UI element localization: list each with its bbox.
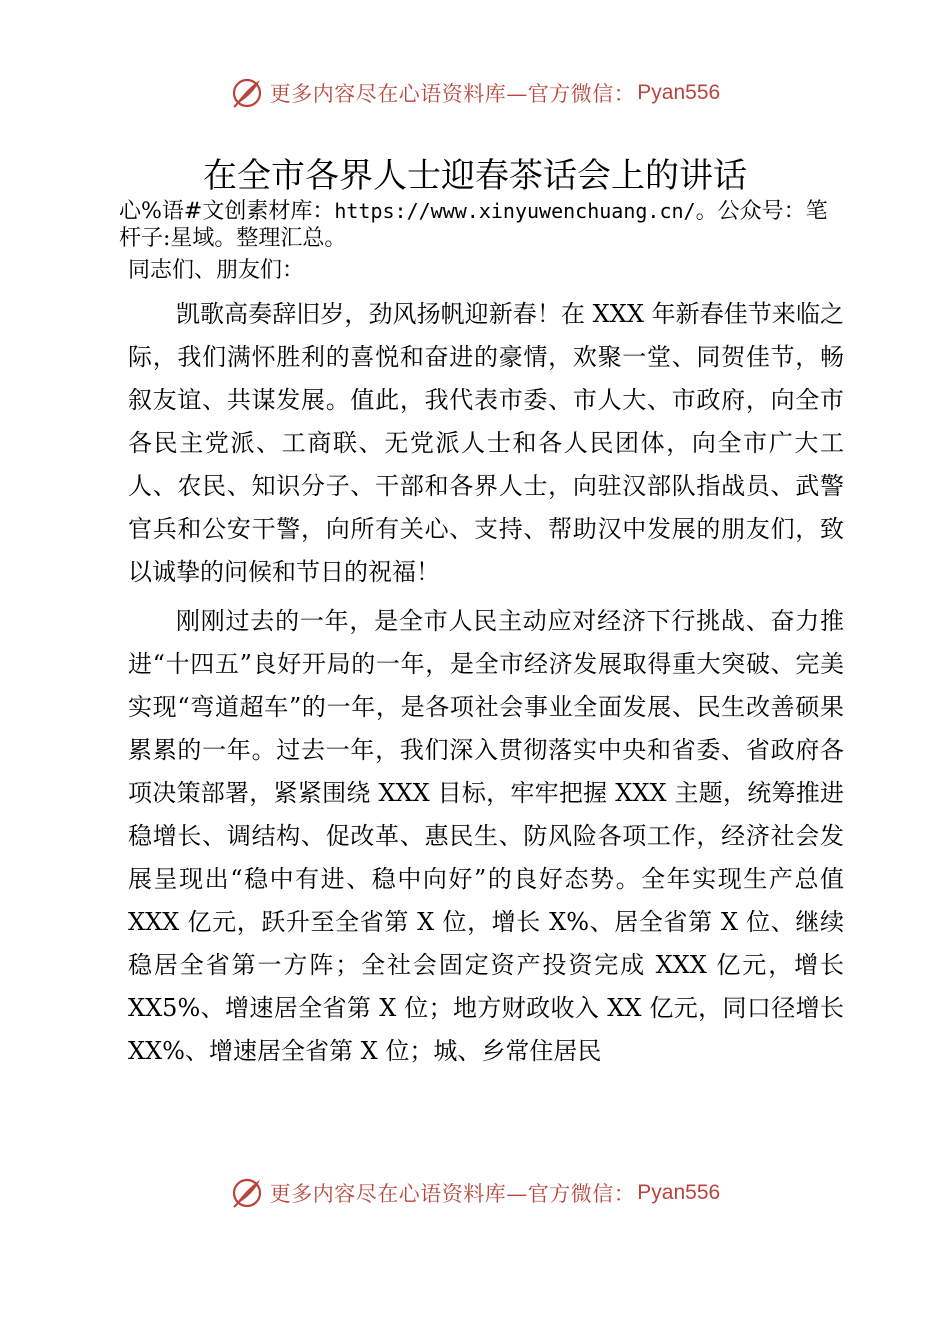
banner-wechat-id: Pyan556 xyxy=(637,81,721,104)
body-text xyxy=(128,293,844,1079)
source-prefix: 心%语#文创素材库： xyxy=(119,199,335,224)
quill-logo-icon xyxy=(230,1176,264,1210)
header-banner xyxy=(0,71,950,115)
banner-text: 更多内容尽在心语资料库—官方微信： xyxy=(269,82,636,106)
footer-banner xyxy=(0,1171,950,1215)
document-title: 在全市各界人士迎春茶话会上的讲话 xyxy=(203,156,747,196)
greeting: 同志们、朋友们： xyxy=(128,258,305,283)
quill-logo-icon xyxy=(230,76,264,110)
source-suffix: 。公众号：笔杆子:星域。整理汇总。 xyxy=(119,199,828,251)
paragraph: 凯歌高奏辞旧岁，劲风扬帆迎新春！在 XXX 年新春佳节来临之际，我们满怀胜利的喜悦和奋进的豪情，欢聚一堂、同贺佳节，畅叙友谊、共谋发展。值此，我代表市委、市人大、市政府，向全市各民主党派、工商联、无党派人士和各人民团体，向全市广大工人、农民、知识分子、干部和各界人士，向驻汉部队指战员、武警官兵和公安干警，向所有关心、支持、帮助汉中发展的朋友们，致以诚挚的问候和节日的祝福！ xyxy=(128,300,844,586)
banner-text: 更多内容尽在心语资料库—官方微信： xyxy=(269,1182,636,1206)
banner-wechat-id: Pyan556 xyxy=(637,1181,721,1204)
paragraph: 刚刚过去的一年，是全市人民主动应对经济下行挑战、奋力推进“十四五”良好开局的一年，是全市经济发展取得重大突破、完美实现“弯道超车”的一年，是各项社会事业全面发展、民生改善硕果累累的一年。过去一年，我们深入贯彻落实中央和省委、省政府各项决策部署，紧紧围绕 XXX 目标，牢牢把握 XXX 主题，统筹推进稳增长、调结构、促改革、惠民生、防风险各项工作，经济社会发展呈现出“稳中有进、稳中向好”的良好态势。全年实现生产总值 XXX 亿元，跃升至全省第 X 位，增长 X%、居全省第 X 位、继续稳居全省第一方阵；全社会固定资产投资完成 XXX 亿元，增长 XX5%、增速居全省第 X 位；地方财政收入 XX 亿元，同口径增长 XX%、增速居全省第 X 位；城、乡常住居民 xyxy=(128,607,844,1065)
source-url: https://www.xinyuwenchuang.cn/ xyxy=(334,199,696,223)
source-line xyxy=(119,198,844,252)
